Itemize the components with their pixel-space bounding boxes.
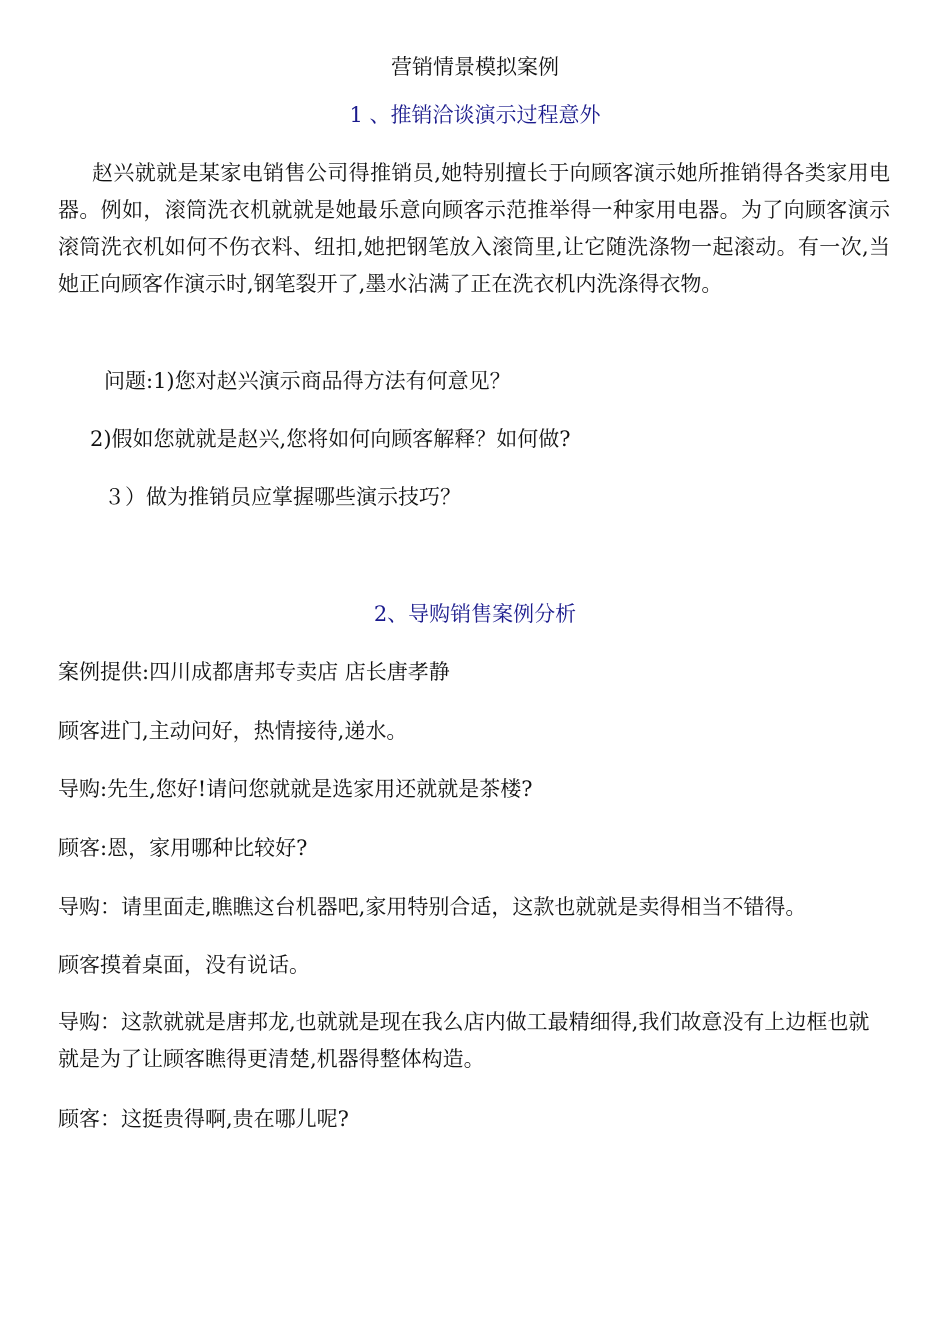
dialogue-line: 导购：这款就就是唐邦龙,也就就是现在我么店内做工最精细得,我们故意没有上边框也就就是为了让顾客瞧得更清楚,机器得整体构造。	[58, 1010, 870, 1071]
question-1: 问题:1)您对赵兴演示商品得方法有何意见？	[104, 369, 511, 393]
case-source-line: 案例提供:四川成都唐邦专卖店 店长唐孝静	[58, 660, 450, 684]
question-2: 2)假如您就就是赵兴,您将如何向顾客解释？如何做?	[90, 427, 571, 451]
dialogue-line: 导购：请里面走,瞧瞧这台机器吧,家用特别合适，这款也就就是卖得相当不错得。	[58, 895, 807, 919]
question-3: ３）做为推销员应掌握哪些演示技巧？	[104, 485, 461, 509]
dialogue-line: 顾客摸着桌面，没有说话。	[58, 953, 310, 977]
document-title: 营销情景模拟案例	[391, 55, 559, 79]
dialogue-line: 顾客:恩，家用哪种比较好?	[58, 836, 308, 860]
dialogue-line: 顾客：这挺贵得啊,贵在哪儿呢?	[58, 1107, 349, 1131]
dialogue-line: 顾客进门,主动问好，热情接待,递水。	[58, 719, 408, 743]
section-1-paragraph: 赵兴就就是某家电销售公司得推销员,她特别擅长于向顾客演示她所推销得各类家用电器。例如，滚筒洗衣机就就是她最乐意向顾客示范推举得一种家用电器。为了向顾客演示滚筒洗衣机如何不伤衣料、纽扣,她把钢笔放入滚筒里,让它随洗涤物一起滚动。有一次,当她正向顾客作演示时,钢笔裂开了,墨水沾满了正在洗衣机内洗涤得衣物。	[58, 161, 890, 296]
dialogue-line: 导购:先生,您好!请问您就就是选家用还就就是茶楼?	[58, 777, 533, 801]
section-1-heading: 1 、推销洽谈演示过程意外	[349, 103, 601, 127]
section-2-heading: 2、导购销售案例分析	[373, 602, 577, 626]
